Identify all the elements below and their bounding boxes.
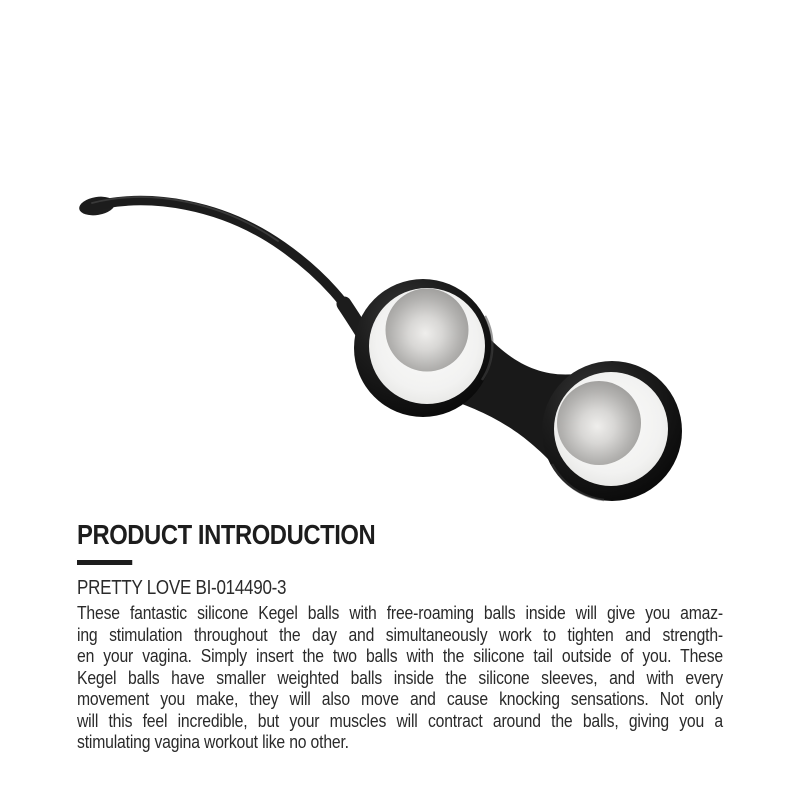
description-line: en your vagina. Simply insert the two balls with the silicone tail outside of you. These: [77, 645, 723, 666]
product-ball-right: [542, 361, 682, 501]
description-line: These fantastic silicone Kegel balls with free-roaming balls inside will give you amaz-: [77, 602, 723, 623]
product-introduction-section: [77, 520, 723, 753]
description-line: will this feel incredible, but your muscles will contract around the balls, giving you a: [77, 709, 723, 731]
inner-ball: [557, 381, 641, 465]
product-model: PRETTY LOVE BI-014490-3: [77, 577, 287, 599]
product-ball-left: [354, 279, 492, 417]
description-line: ing stimulation throughout the day and simultaneously work to tighten and strength-: [77, 623, 723, 645]
description-line: Kegel balls have smaller weighted balls inside the silicone sleeves, and with every: [77, 666, 723, 688]
page-title: PRODUCT INTRODUCTION: [77, 519, 376, 550]
title-underline: [77, 560, 132, 565]
product-tail: [78, 194, 374, 352]
inner-ball: [386, 289, 469, 372]
product-description: [77, 602, 723, 753]
description-line: movement you make, they will also move and cause knocking sensations. Not only: [77, 688, 723, 709]
description-line: stimulating vagina workout like no other.: [77, 731, 349, 752]
